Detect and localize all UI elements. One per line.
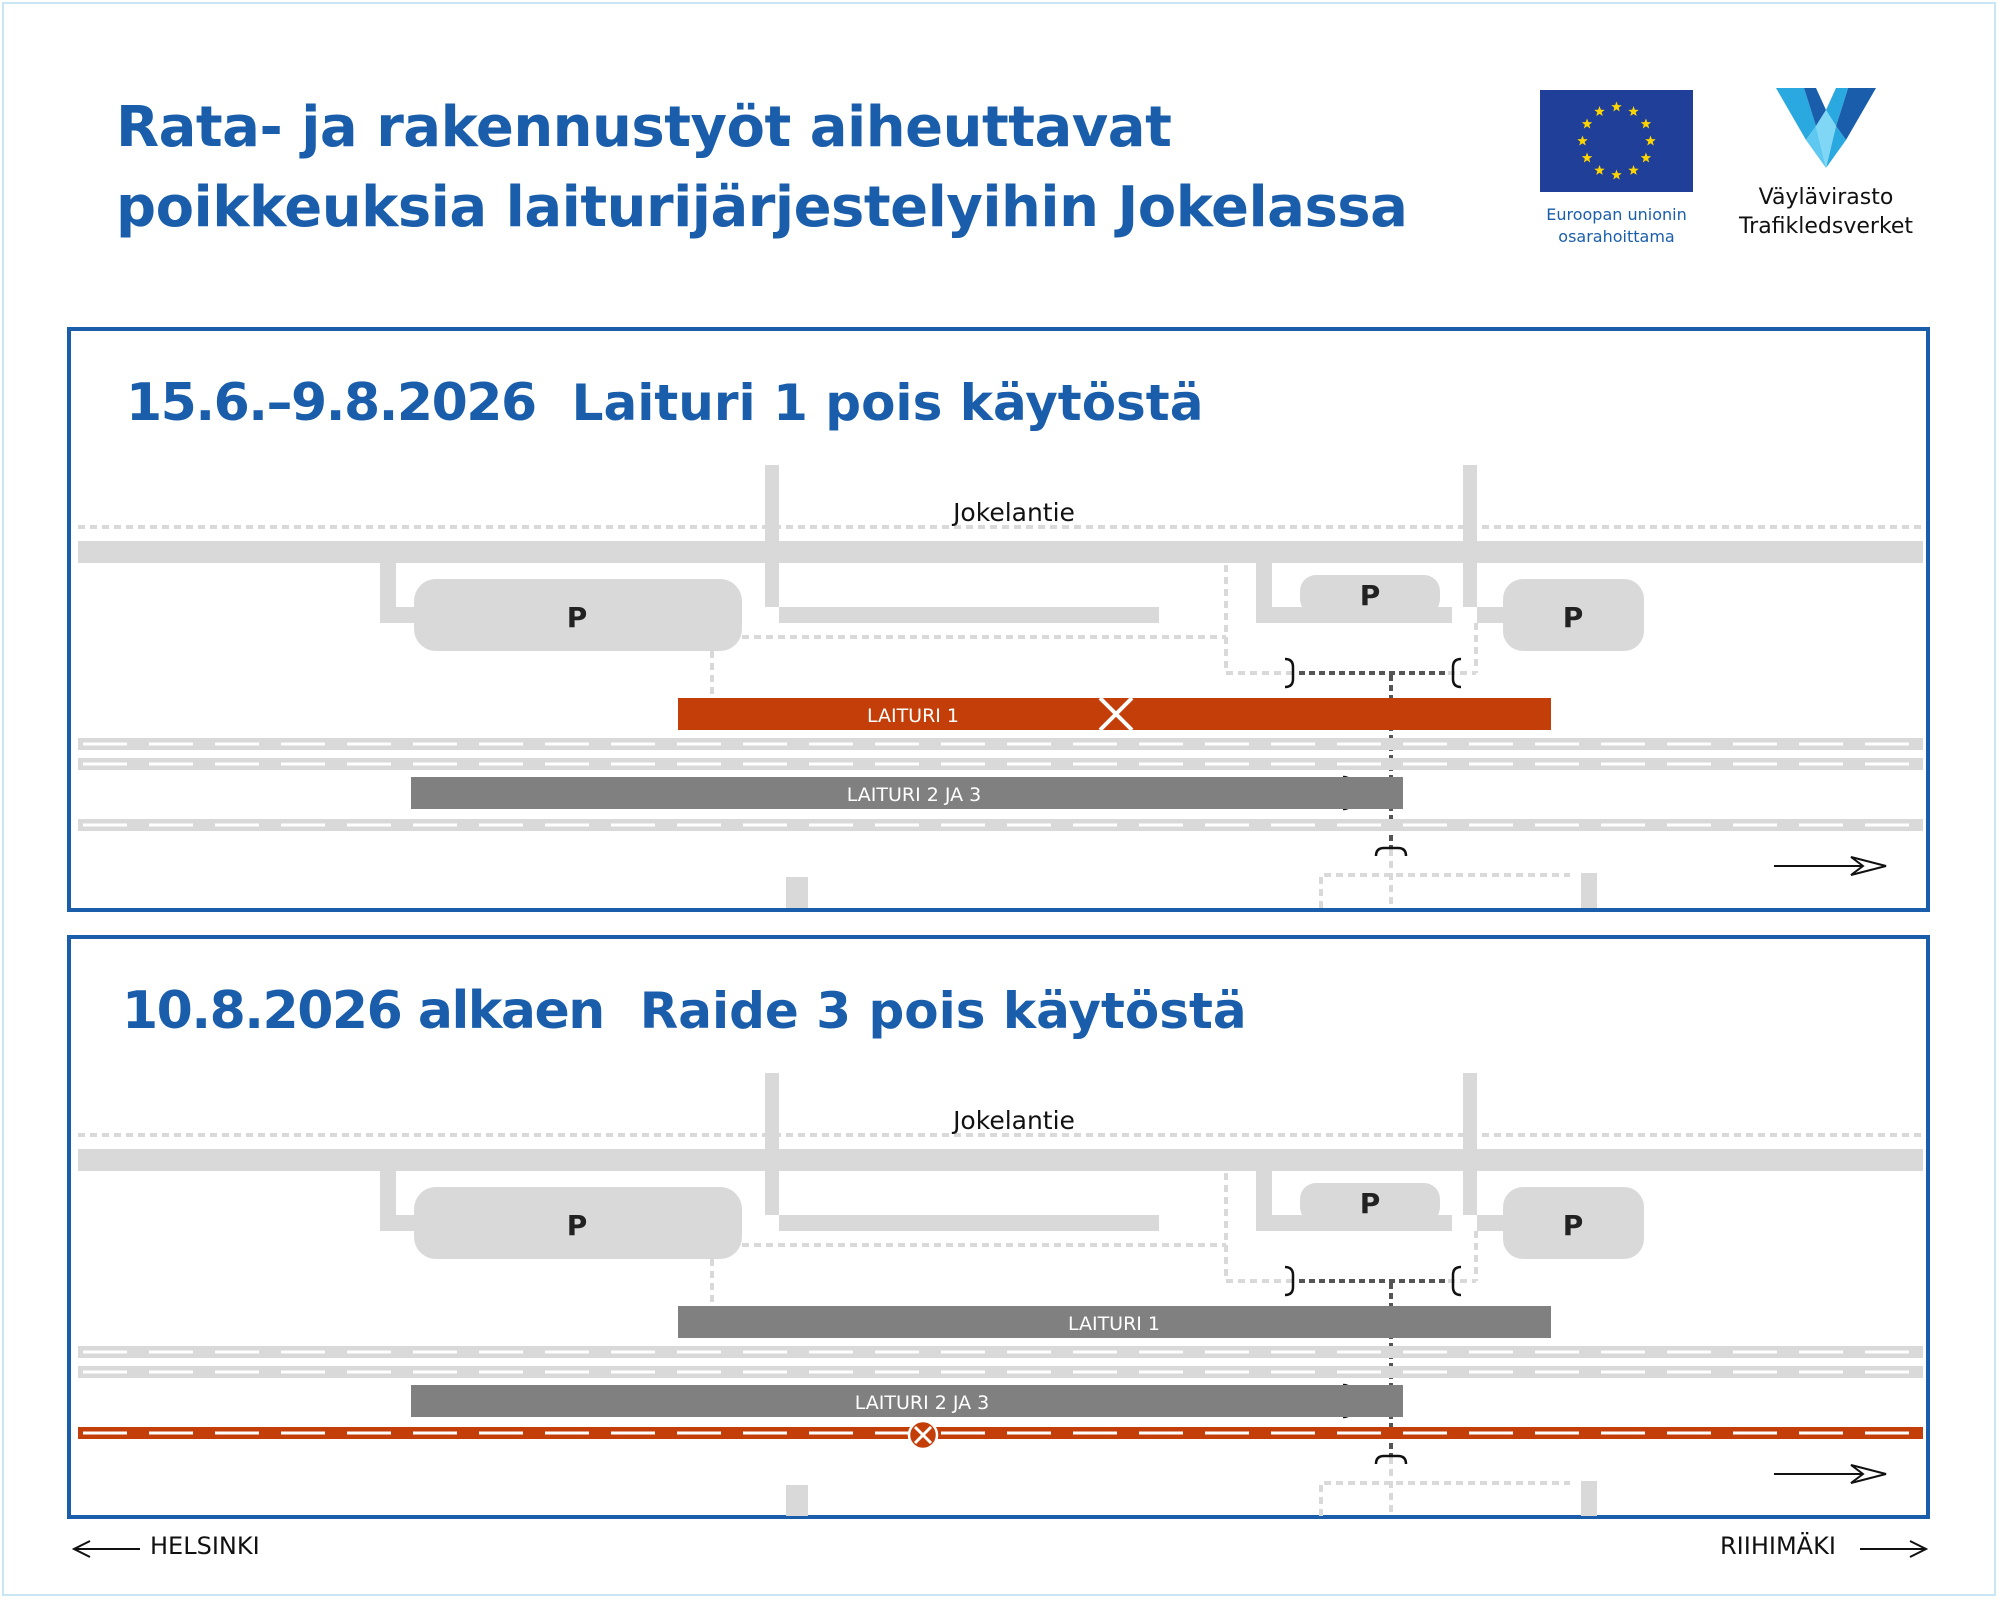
panel-heading <box>126 373 1203 433</box>
eu-flag-logo <box>1540 90 1693 192</box>
panel-date: 10.8.2026 alkaen <box>122 981 604 1041</box>
building <box>786 1485 808 1516</box>
road <box>78 541 1923 563</box>
cross-street <box>765 465 779 607</box>
building <box>1581 873 1597 908</box>
agency-name <box>1700 183 1952 241</box>
platform-1-label: LAITURI 1 <box>866 705 960 727</box>
platform-2-3-label: LAITURI 2 JA 3 <box>854 1392 990 1414</box>
platform-2-3-label: LAITURI 2 JA 3 <box>846 784 982 806</box>
road <box>78 1149 1923 1171</box>
parking-label: P <box>1562 601 1584 634</box>
access-road <box>1256 1171 1272 1231</box>
panel-heading <box>122 981 1247 1041</box>
road-label: Jokelantie <box>953 498 1075 527</box>
underpass-entrance <box>1453 659 1461 687</box>
closed-track-icon <box>909 1421 937 1449</box>
building <box>1581 1481 1597 1516</box>
building <box>786 877 808 908</box>
parking-label: P <box>1562 1209 1584 1242</box>
panel-date: 15.6.–9.8.2026 <box>126 373 536 433</box>
panel-status: Laituri 1 pois käytöstä <box>571 374 1204 432</box>
agency-name-fi: Väylävirasto <box>1758 185 1894 210</box>
access-road <box>779 1215 1159 1231</box>
platform-1-label: LAITURI 1 <box>1067 1313 1161 1335</box>
agency-name-sv: Trafikledsverket <box>1738 214 1914 239</box>
direction-helsinki: HELSINKI <box>150 1532 260 1560</box>
eu-funding-line-1: Euroopan unionin <box>1546 205 1687 224</box>
title-line-2: poikkeuksia laiturijärjestelyihin Jokelassa <box>116 175 1408 240</box>
panel-phase-1 <box>67 327 1930 912</box>
title-line-1: Rata- ja rakennustyöt aiheuttavat <box>116 95 1172 160</box>
underpass-entrance <box>1453 1267 1461 1295</box>
arrow-left-icon <box>72 1537 142 1561</box>
page-title <box>116 88 1407 248</box>
cross-street <box>1463 1073 1477 1215</box>
access-road <box>779 607 1159 623</box>
footpath <box>1321 1483 1570 1516</box>
parking-label: P <box>1359 579 1381 612</box>
access-road <box>1256 563 1272 623</box>
access-road <box>1477 607 1503 623</box>
direction-riihimaki: RIIHIMÄKI <box>1720 1532 1836 1560</box>
panel-phase-2 <box>67 935 1930 1519</box>
cross-street <box>1463 465 1477 607</box>
eu-funding-label <box>1510 204 1723 248</box>
vaylavirasto-logo <box>1776 88 1876 168</box>
parking-label: P <box>566 601 588 634</box>
direction-arrow-icon <box>1774 857 1886 875</box>
access-road <box>1477 1215 1503 1231</box>
parking-label: P <box>1359 1187 1381 1220</box>
cross-street <box>765 1073 779 1215</box>
road-label: Jokelantie <box>953 1106 1075 1135</box>
arrow-right-icon <box>1858 1537 1928 1561</box>
panel-status: Raide 3 pois käytöstä <box>639 982 1247 1040</box>
eu-funding-line-2: osarahoittama <box>1558 227 1675 246</box>
direction-arrow-icon <box>1774 1465 1886 1483</box>
footpath <box>1321 875 1570 908</box>
parking-label: P <box>566 1209 588 1242</box>
